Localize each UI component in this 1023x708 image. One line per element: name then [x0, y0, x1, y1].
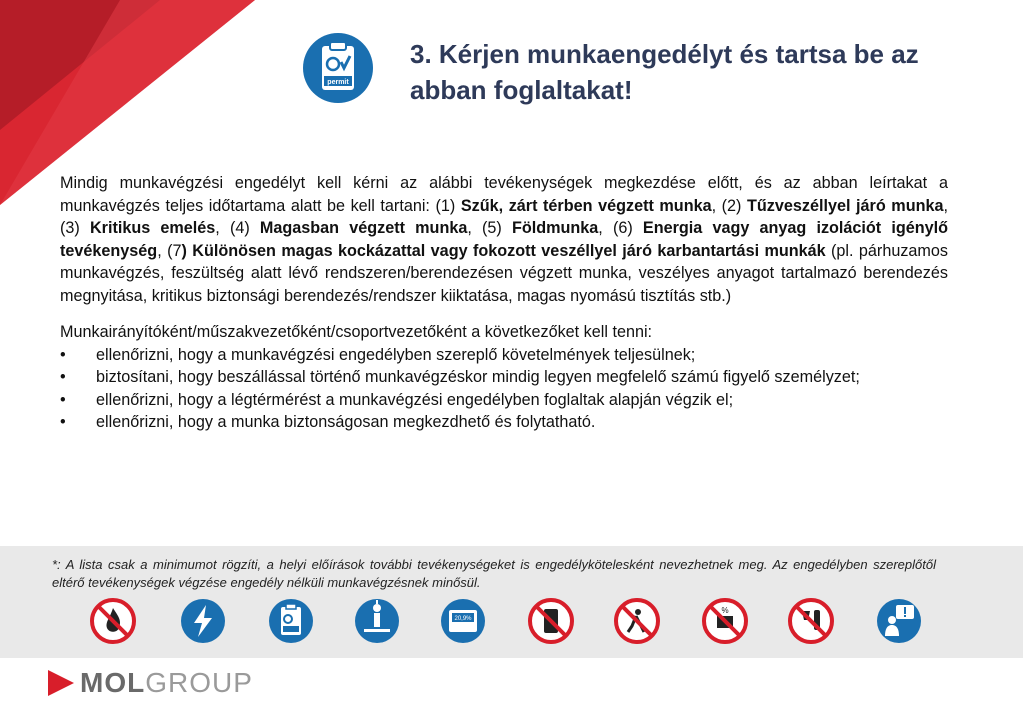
work-permit-icon: [268, 598, 314, 644]
energy-isolation-icon: [180, 598, 226, 644]
gas-reading: 20,9%: [454, 616, 472, 622]
intro-text: , (3): [60, 196, 948, 237]
intro-text: , (6): [598, 219, 643, 237]
list-item: [60, 389, 948, 412]
bullet-marker: •: [60, 345, 66, 364]
intro-text: , (4): [215, 219, 260, 237]
intro-text: (pl. párhuzamos munkavégzés, feszültség alatt lévő rendszeren/berendezésen végzett munka, veszélyes anyagot tartalmazó berendezés megnyitása, kritikus biztonsági berendezés/rendszer kiiktatása, magas nyomású tisztítás stb.): [60, 241, 949, 305]
no-fire-icon: [90, 598, 136, 644]
main-content: [60, 172, 948, 434]
bullet-marker: •: [60, 413, 66, 431]
permit-label: permit: [327, 79, 349, 86]
no-walking-under-load-icon: [614, 598, 660, 644]
intro-text: , (2): [711, 196, 748, 215]
logo-group: GROUP: [145, 667, 253, 698]
speak-up-icon: [876, 598, 922, 644]
no-alcohol-drugs-icon: [702, 598, 748, 644]
percent-label: %: [721, 606, 729, 615]
activity-critical-lift: Kritikus emelés: [89, 219, 216, 237]
list-item-text: ellenőrizni, hogy a légtérmérést a munkavégzési engedélyben foglaltak alapján végzik el;: [96, 390, 734, 409]
mol-arrow-icon: [48, 670, 74, 696]
activity-confined-space: Szűk, zárt térben végzett munka: [460, 196, 712, 215]
intro-text: , (5): [467, 219, 512, 237]
logo-mol: MOL: [80, 667, 146, 698]
gas-test-icon: [440, 598, 486, 644]
list-item: [60, 411, 948, 434]
safety-icons-row: [90, 598, 940, 646]
no-alcohol-icon: [788, 598, 834, 644]
bullet-marker: •: [60, 368, 66, 386]
activity-isolation: Energia vagy anyag izolációt igénylő tevékenység: [60, 219, 949, 260]
list-item-text: ellenőrizni, hogy a munka biztonságosan megkezdhető és folytatható.: [96, 413, 596, 431]
lead-text: Munkairányítóként/műszakvezetőként/csoportvezetőként a következőket kell tenni:: [60, 323, 653, 341]
list-item-text: ellenőrizni, hogy a munkavégzési engedélyben szereplő követelmények teljesülnek;: [96, 345, 696, 364]
mol-group-logo: [48, 666, 253, 700]
footnote: *: A lista csak a minimumot rögzíti, a helyi előírások további tevékenységeket is engedélykötelesként nevezhetnek meg. Az engedélyben szereplőtől eltérő tevékenységek végzése engedély nélküli munkavégzésnek minősül.: [52, 557, 936, 590]
activity-hot-work: Tűzveszéllyel járó munka: [747, 196, 944, 215]
list-item: [60, 366, 948, 389]
intro-text: , (7: [157, 241, 182, 260]
intro-text: Mindig munkavégzési engedélyt kell kérni az alábbi tevékenységek megkezdése előtt, és az abban leírtakat a munkavégzés teljes időtartama alatt be kell tartani: (1): [60, 174, 948, 215]
bullet-marker: •: [60, 390, 66, 409]
list-item: [60, 344, 948, 367]
working-at-height-icon: [354, 598, 400, 644]
work-permit-icon: [302, 32, 374, 104]
list-item-text: biztosítani, hogy beszállással történő munkavégzéskor mindig legyen megfelelő számú figyelő személyzet;: [96, 368, 860, 386]
page-title: 3. Kérjen munkaengedélyt és tartsa be az abban foglaltakat!: [410, 39, 919, 105]
duties-list: [60, 344, 948, 434]
activity-working-at-height: Magasban végzett munka: [259, 219, 468, 237]
activity-excavation: Földmunka: [511, 219, 599, 237]
intro-paragraph: [60, 172, 948, 307]
activity-high-risk-maintenance: ) Különösen magas kockázattal vagy fokozott veszéllyel járó karbantartási munkák: [181, 241, 826, 260]
no-smartphone-icon: [528, 598, 574, 644]
